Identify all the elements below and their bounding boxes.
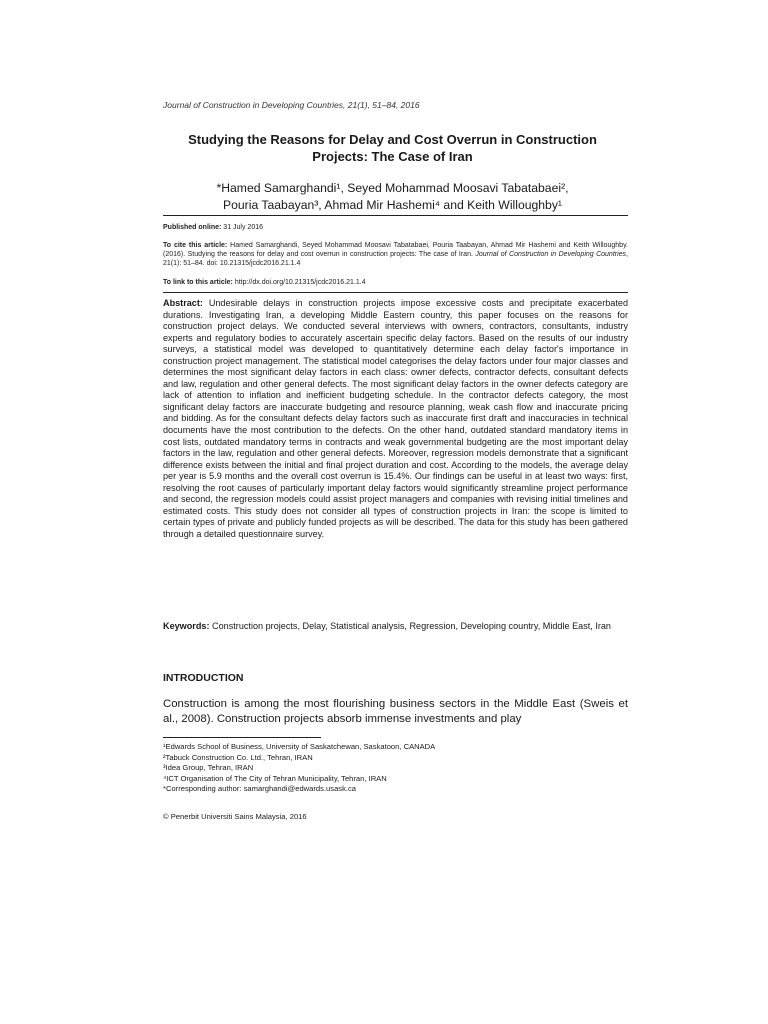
- author-list: [150, 180, 635, 214]
- abstract-text: Undesirable delays in construction projects impose excessive costs and precipitate exacerbated durations. Investigating Iran, a developing Middle Eastern country, this paper focuses on the reasons for construction project delays. We conducted several interviews with owners, contractors, consultants, industry experts and regulatory bodies to accurately ascertain specific delay factors. Based on the results of our industry surveys, a statistical model was developed to quantitatively determine each delay factor's importance in construction project management. The statistical model categorises the delay factors under four major classes and determines the most significant delay factors in each class: owner defects, contractor defects, consultant defects and law, regulation and other general defects. The most significant delay factors in the owner defects category are lack of attention to inflation and inefficient budgeting schedule. In the contractor defects category, the most significant delay factors are inaccurate budgeting and resource planning, weak cash flow and inaccurate pricing and bidding. As for the consultant defects delay factors such as inaccurate first draft and inaccuracies in technical documents have the most contribution to the defects. On the other hand, outdated standard mandatory items in cost lists, outdated mandatory terms in contracts and weak governmental budgeting are the most important delay factors in the law, regulation and other general defects. Moreover, regression models demonstrate that a significant difference exists between the initial and final project duration and cost. According to the models, the average delay per year is 5.9 months and the overall cost overrun is 15.4%. Our findings can be useful in at least two ways: first, resolving the root causes of particularly important delay factors would significantly streamline project performance and second, the regression models could assist project managers and companies with revising initial timelines and estimated costs. This study does not consider all types of construction projects in Iran: the scope is limited to certain types of private and publicly funded projects as will be described. The data for this study has been gathered through a detailed questionnaire survey.: [163, 298, 628, 539]
- top-divider: [163, 215, 628, 216]
- link-label: To link to this article:: [163, 279, 233, 286]
- cite-article: [163, 241, 628, 268]
- article-title-line-2: Projects: The Case of Iran: [312, 149, 473, 164]
- abstract: [163, 298, 628, 540]
- article-link: [163, 278, 628, 287]
- article-title-line-1: Studying the Reasons for Delay and Cost Overrun in Construction: [188, 132, 597, 147]
- keywords-text: Construction projects, Delay, Statistical analysis, Regression, Developing country, Middle East, Iran: [212, 621, 611, 631]
- cite-ref-tail: , 21(1): 51–84. doi: 10.21315/jcdc2016.21.1.4: [163, 251, 629, 267]
- copyright-notice: © Penerbit Universiti Sains Malaysia, 2016: [163, 812, 307, 821]
- journal-citation-header: Journal of Construction in Developing Countries, 21(1), 51–84, 2016: [163, 100, 420, 110]
- footnote-affiliation-2: ²Tabuck Construction Co. Ltd., Tehran, IRAN: [163, 752, 313, 762]
- footnote-affiliation-4: ⁴ICT Organisation of The City of Tehran Municipality, Tehran, IRAN: [163, 773, 387, 783]
- published-label: Published online:: [163, 224, 222, 231]
- footnote-divider: [163, 737, 321, 738]
- doi-link[interactable]: http://dx.doi.org/10.21315/jcdc2016.21.1.4: [234, 279, 366, 286]
- published-online: [163, 223, 628, 232]
- keywords-label: Keywords:: [163, 621, 210, 631]
- abstract-divider: [163, 292, 628, 293]
- author-list-line-2: Pouria Taabayan³, Ahmad Mir Hashemi⁴ and Keith Willoughby¹: [223, 198, 562, 212]
- published-date: 31 July 2016: [223, 224, 263, 231]
- author-list-line-1: *Hamed Samarghandi¹, Seyed Mohammad Moosavi Tabatabaei²,: [216, 181, 569, 195]
- cite-label: To cite this article:: [163, 242, 228, 249]
- keywords: [163, 621, 628, 633]
- abstract-label: Abstract:: [163, 298, 203, 308]
- footnotes: [163, 742, 628, 795]
- section-heading-introduction: INTRODUCTION: [163, 672, 244, 684]
- introduction-paragraph: Construction is among the most flourishing business sectors in the Middle East (Sweis et al., 2008). Construction projects absorb immense investments and play: [163, 698, 628, 725]
- cite-journal: Journal of Construction in Developing Countries: [475, 251, 627, 258]
- footnote-corresponding-author: *Corresponding author: samarghandi@edwards.usask.ca: [163, 784, 357, 794]
- footnote-affiliation-1: ¹Edwards School of Business, University of Saskatchewan, Saskatoon, CANADA: [163, 742, 436, 751]
- cite-text: Hamed Samarghandi, Seyed Mohammad Moosavi Tabatabaei, Pouria Taabayan, Ahmad Mir Hashemi and Keith Willoughby. (2016). Studying the reasons for delay and cost overrun in construction projects: The case of Iran.: [163, 242, 628, 258]
- article-title: [150, 131, 635, 165]
- footnote-affiliation-3: ³Idea Group, Tehran, IRAN: [163, 763, 254, 773]
